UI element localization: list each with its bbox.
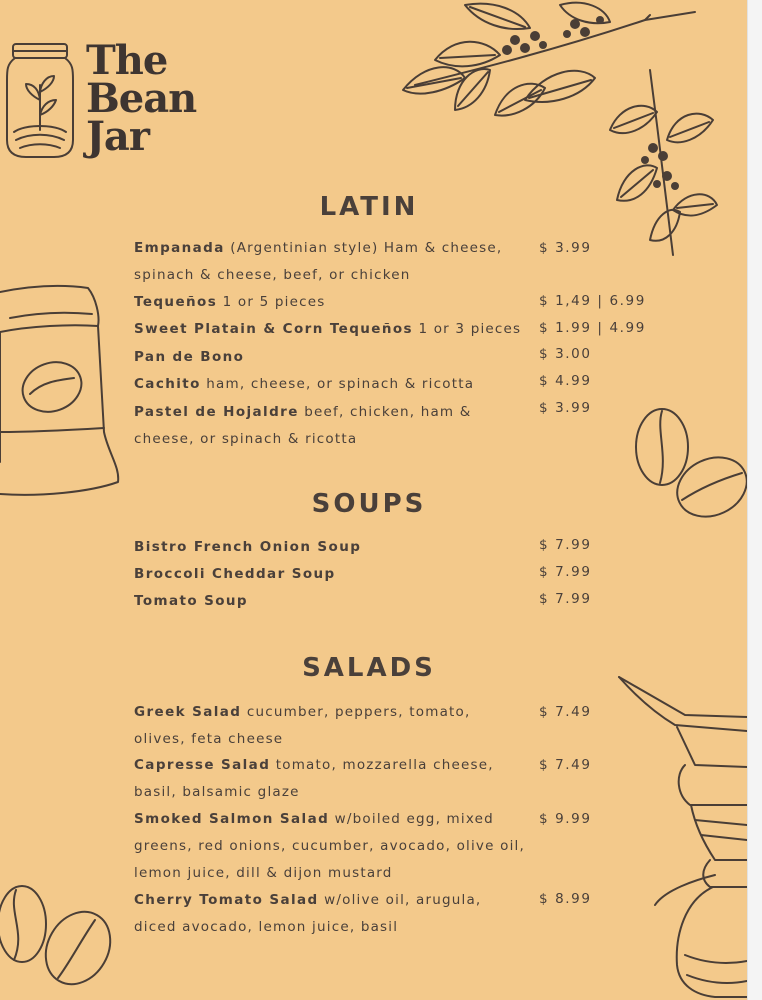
item-name: Greek Salad (134, 704, 242, 720)
coffee-bag-icon (0, 282, 125, 504)
section-title-salads: SALADS (302, 653, 436, 683)
item-name: Cachito (134, 376, 201, 392)
coffee-bean-icon (632, 405, 747, 523)
menu-item-greek-salad (134, 699, 494, 753)
item-name: Bistro French Onion Soup (134, 539, 362, 555)
item-price: $ 9.99 (539, 811, 592, 827)
item-name: Pastel de Hojaldre (134, 404, 299, 420)
menu-item-french-onion-soup (134, 534, 529, 561)
menu-item-sweet-platain-tequenos (134, 316, 534, 343)
item-price: $ 3.00 (539, 346, 592, 362)
item-name: Pan de Bono (134, 349, 245, 365)
menu-item-smoked-salmon-salad (134, 806, 526, 887)
item-desc: ham, cheese, or spinach & ricotta (200, 376, 475, 392)
menu-item-tomato-soup (134, 588, 529, 615)
mason-jar-logo-icon (4, 40, 76, 162)
item-price: $ 3.99 (539, 240, 592, 256)
pour-over-coffee-icon (615, 675, 747, 1000)
item-desc: w/boiled egg, mixed greens, red onions, cucumber, avocado, olive oil, lemon juice, dill & dijon mustard (134, 811, 525, 881)
item-desc: beef, chicken, ham & cheese, or spinach & ricotta (134, 404, 472, 447)
menu-item-cherry-tomato-salad (134, 887, 509, 941)
item-price: $ 1,49 | 6.99 (539, 293, 646, 309)
menu-item-pan-de-bono (134, 344, 529, 371)
item-price: $ 7.49 (539, 704, 592, 720)
section-title-soups: SOUPS (311, 489, 427, 519)
item-price: $ 4.99 (539, 373, 592, 389)
item-desc: 1 or 3 pieces (412, 321, 522, 337)
section-title-latin: LATIN (319, 192, 419, 222)
item-name: Empanada (134, 240, 225, 256)
coffee-bean-icon (0, 882, 115, 992)
item-price: $ 7.99 (539, 537, 592, 553)
menu-item-pastel-de-hojaldre (134, 399, 504, 453)
viewer-edge (747, 0, 762, 1000)
item-desc: tomato, mozzarella cheese, basil, balsamic glaze (134, 757, 494, 800)
item-name: Broccoli Cheddar Soup (134, 566, 336, 582)
item-name: Tomato Soup (134, 593, 248, 609)
brand-line-2: Bean (86, 75, 197, 122)
menu-item-capresse-salad (134, 752, 519, 806)
item-desc: 1 or 5 pieces (217, 294, 326, 310)
item-name: Cherry Tomato Salad (134, 892, 319, 908)
item-desc: w/olive oil, arugula, diced avocado, lemon juice, basil (134, 892, 482, 935)
item-price: $ 3.99 (539, 400, 592, 416)
item-desc: cucumber, peppers, tomato, olives, feta cheese (134, 704, 471, 747)
item-name: Smoked Salmon Salad (134, 811, 330, 827)
menu-item-broccoli-cheddar-soup (134, 561, 529, 588)
menu-item-cachito (134, 371, 529, 398)
item-name: Tequeños (134, 294, 218, 310)
item-price: $ 8.99 (539, 891, 592, 907)
item-name: Sweet Platain & Corn Tequeños (134, 321, 413, 337)
item-desc: (Argentinian style) Ham & cheese, spinach & cheese, beef, or chicken (134, 240, 503, 283)
item-name: Capresse Salad (134, 757, 271, 773)
brand-name (86, 37, 216, 160)
item-price: $ 7.99 (539, 591, 592, 607)
brand-line-3: Jar (86, 113, 149, 160)
menu-item-tequenos (134, 289, 529, 316)
item-price: $ 1.99 | 4.99 (539, 320, 646, 336)
brand-line-1: The (86, 37, 168, 84)
item-price: $ 7.49 (539, 757, 592, 773)
menu-item-empanada (134, 235, 529, 289)
item-price: $ 7.99 (539, 564, 592, 580)
